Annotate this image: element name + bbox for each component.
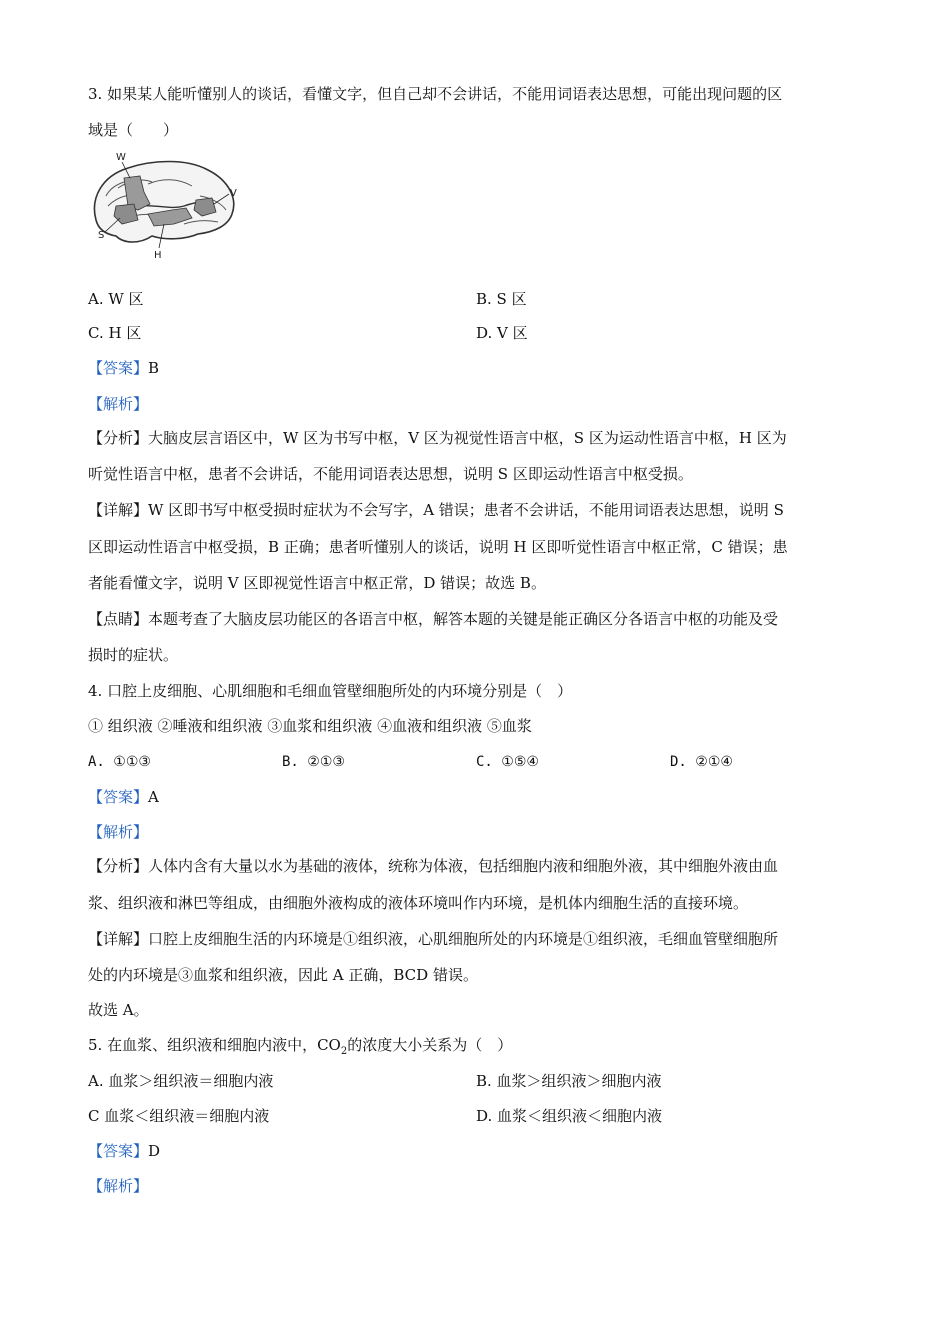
q4-items: ① 组织液 ②唾液和组织液 ③血浆和组织液 ④血液和组织液 ⑤血浆: [88, 717, 532, 735]
fenxi-text: 人体内含有大量以水为基础的液体，统称为体液，包括细胞内液和细胞外液，其中细胞外液由血: [148, 857, 779, 875]
figure-label-s: S: [98, 230, 105, 241]
q5-stem-after: 的浓度大小关系为（ ）: [347, 1036, 513, 1054]
q5-stem-subscript: 2: [340, 1046, 348, 1057]
q4-fenxi-line1: [88, 856, 878, 876]
point-tag: 【点睛】: [88, 610, 149, 628]
answer-tag: 【答案】: [88, 788, 149, 806]
q5-answer: [88, 1141, 878, 1161]
answer-tag: 【答案】: [88, 359, 149, 377]
q3-stem-line1: 3. 如果某人能听懂别人的谈话，看懂文字，但自己却不会讲话，不能用词语表达思想，可能出现问题的区: [88, 85, 783, 103]
q4-conclusion: 故选 A。: [88, 1001, 149, 1019]
q3-option-b: B. S 区: [476, 290, 527, 308]
answer-value: A: [148, 788, 159, 806]
fenxi-tag: 【分析】: [88, 429, 149, 447]
q3-detail-line3: 者能看懂文字，说明 V 区即视觉性语言中枢正常，D 错误；故选 B。: [88, 574, 546, 592]
fenxi-tag: 【分析】: [88, 857, 149, 875]
q5-stem: [88, 1035, 878, 1062]
figure-label-h: H: [154, 250, 162, 261]
q3-option-d: D. V 区: [476, 324, 528, 342]
q4-detail-line2: 处的内环境是③血浆和组织液，因此 A 正确，BCD 错误。: [88, 966, 478, 984]
figure-label-v: V: [230, 188, 237, 199]
answer-value: D: [148, 1142, 161, 1160]
q4-fenxi-line2: 浆、组织液和淋巴等组成，由细胞外液构成的液体环境叫作内环境，是机体内细胞生活的直接环境。: [88, 894, 749, 912]
q4-option-c: C. ①⑤④: [476, 754, 539, 770]
detail-text: W 区即书写中枢受损时症状为不会写字，A 错误；患者不会讲话，不能用词语表达思想，说明 S: [148, 501, 784, 519]
analysis-tag: 【解析】: [88, 1177, 149, 1195]
q4-stem: 4. 口腔上皮细胞、心肌细胞和毛细血管壁细胞所处的内环境分别是（ ）: [88, 682, 573, 700]
detail-tag: 【详解】: [88, 501, 149, 519]
q4-option-b: B. ②①③: [282, 754, 345, 770]
q3-analysis-heading: [88, 394, 878, 414]
point-text: 本题考查了大脑皮层功能区的各语言中枢，解答本题的关键是能正确区分各语言中枢的功能及受: [148, 610, 779, 628]
q5-stem-before: 5. 在血浆、组织液和细胞内液中，CO: [88, 1036, 341, 1054]
q4-detail-line1: [88, 929, 878, 949]
brain-language-area-figure: [88, 148, 244, 264]
detail-text: 口腔上皮细胞生活的内环境是①组织液，心肌细胞所处的内环境是①组织液，毛细血管壁细胞所: [148, 930, 779, 948]
answer-value: B: [148, 359, 160, 377]
q5-option-c: C 血浆＜组织液＝细胞内液: [88, 1107, 270, 1125]
q3-point-line1: [88, 609, 878, 629]
answer-tag: 【答案】: [88, 1142, 149, 1160]
q3-detail-line2: 区即运动性语言中枢受损，B 正确；患者听懂别人的谈话，说明 H 区即听觉性语言中枢正常，C 错误；患: [88, 538, 788, 556]
fenxi-text: 大脑皮层言语区中，W 区为书写中枢，V 区为视觉性语言中枢，S 区为运动性语言中枢，H 区为: [148, 429, 787, 447]
detail-tag: 【详解】: [88, 930, 149, 948]
q3-answer: [88, 358, 878, 378]
q3-option-c: C. H 区: [88, 324, 142, 342]
q5-analysis-heading: [88, 1176, 878, 1196]
q5-option-b: B. 血浆＞组织液＞细胞内液: [476, 1072, 662, 1090]
q3-stem-line2: 域是（ ）: [88, 121, 179, 139]
q5-option-a: A. 血浆＞组织液＝细胞内液: [88, 1072, 274, 1090]
q4-analysis-heading: [88, 822, 878, 842]
q4-answer: [88, 787, 878, 807]
q5-option-d: D. 血浆＜组织液＜细胞内液: [476, 1107, 663, 1125]
q4-option-a: A. ①①③: [88, 754, 151, 770]
q3-point-line2: 损时的症状。: [88, 646, 179, 664]
q3-fenxi-line1: [88, 428, 878, 448]
q3-detail-line1: [88, 500, 878, 520]
analysis-tag: 【解析】: [88, 823, 149, 841]
q3-fenxi-line2: 听觉性语言中枢，患者不会讲话，不能用词语表达思想，说明 S 区即运动性语言中枢受损。: [88, 465, 693, 483]
q4-option-d: D. ②①④: [670, 754, 733, 770]
q3-option-a: A. W 区: [88, 290, 144, 308]
figure-label-w: W: [116, 152, 126, 163]
analysis-tag: 【解析】: [88, 395, 149, 413]
